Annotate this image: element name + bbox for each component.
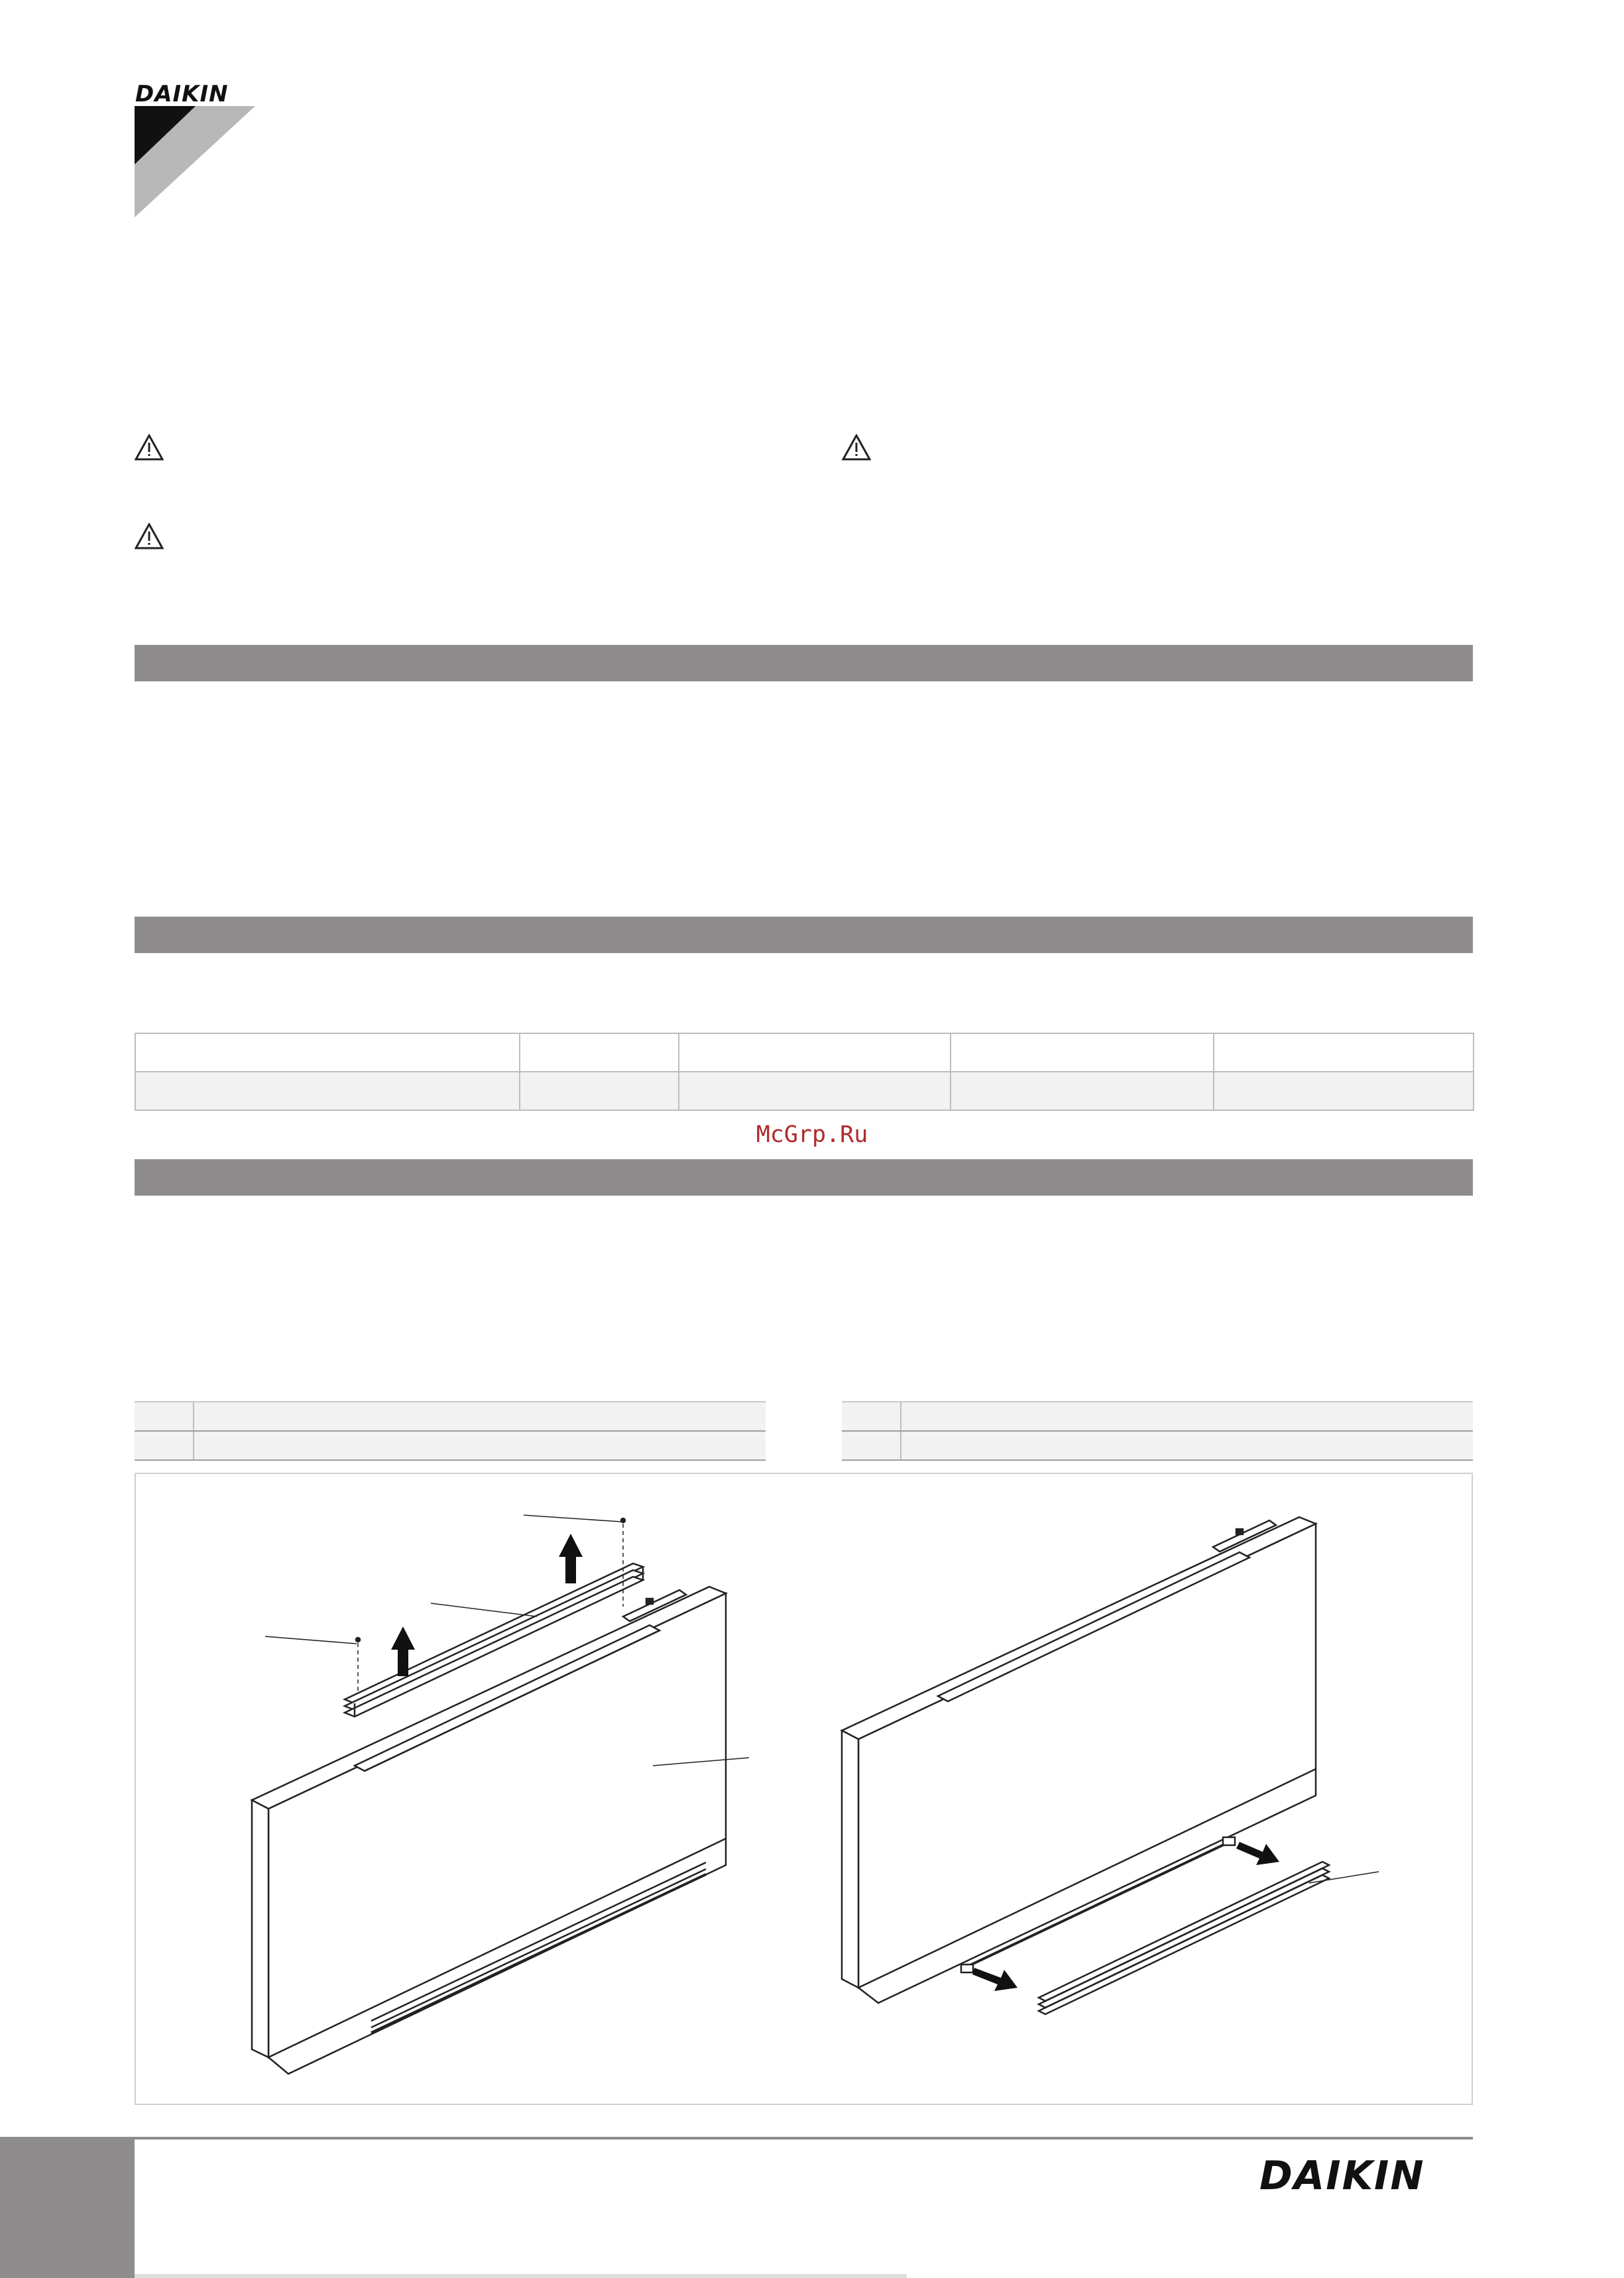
fan-coil-unit-left-drawing — [252, 1515, 749, 2074]
table-cell — [520, 1033, 679, 1072]
legend-text-cell — [901, 1402, 1473, 1431]
brand-name-bottom: DAIKIN — [1259, 2153, 1425, 2199]
legend-row — [842, 1431, 1473, 1460]
bottom-strip — [135, 2274, 907, 2278]
legend-number-cell — [842, 1431, 901, 1460]
brand-name-top: DAIKIN — [135, 81, 229, 107]
legend-text-cell — [194, 1431, 766, 1460]
table-cell — [520, 1072, 679, 1110]
legend-number-cell — [135, 1431, 194, 1460]
table-cell — [951, 1033, 1214, 1072]
legend-text-cell — [901, 1431, 1473, 1460]
fan-coil-unit-right-drawing — [842, 1517, 1379, 2014]
table-cell — [135, 1072, 520, 1110]
footer-rule — [135, 2137, 1473, 2139]
figure-frame — [135, 1473, 1473, 2105]
table-cell — [679, 1072, 951, 1110]
legend-table-right — [842, 1401, 1473, 1461]
section-header-bar-3 — [135, 1159, 1473, 1196]
legend-row — [135, 1431, 766, 1460]
table-cell — [1214, 1072, 1474, 1110]
spec-table-header-row — [135, 1033, 1474, 1072]
legend-row — [135, 1402, 766, 1431]
table-cell — [951, 1072, 1214, 1110]
legend-number-cell — [135, 1402, 194, 1431]
warning-triangle-icon — [842, 434, 871, 461]
warning-triangle-icon — [135, 523, 164, 549]
spec-table-row — [135, 1072, 1474, 1110]
section-header-bar-1 — [135, 645, 1473, 681]
legend-number-cell — [842, 1402, 901, 1431]
section-header-bar-2 — [135, 917, 1473, 953]
table-cell — [1214, 1033, 1474, 1072]
spec-table — [135, 1033, 1474, 1111]
legend-text-cell — [194, 1402, 766, 1431]
legend-row — [842, 1402, 1473, 1431]
legend-table-left — [135, 1401, 766, 1461]
warning-triangle-icon — [135, 434, 164, 461]
watermark-text: McGrp.Ru — [756, 1121, 868, 1148]
table-cell — [679, 1033, 951, 1072]
table-cell — [135, 1033, 520, 1072]
footer-page-block — [0, 2137, 135, 2278]
